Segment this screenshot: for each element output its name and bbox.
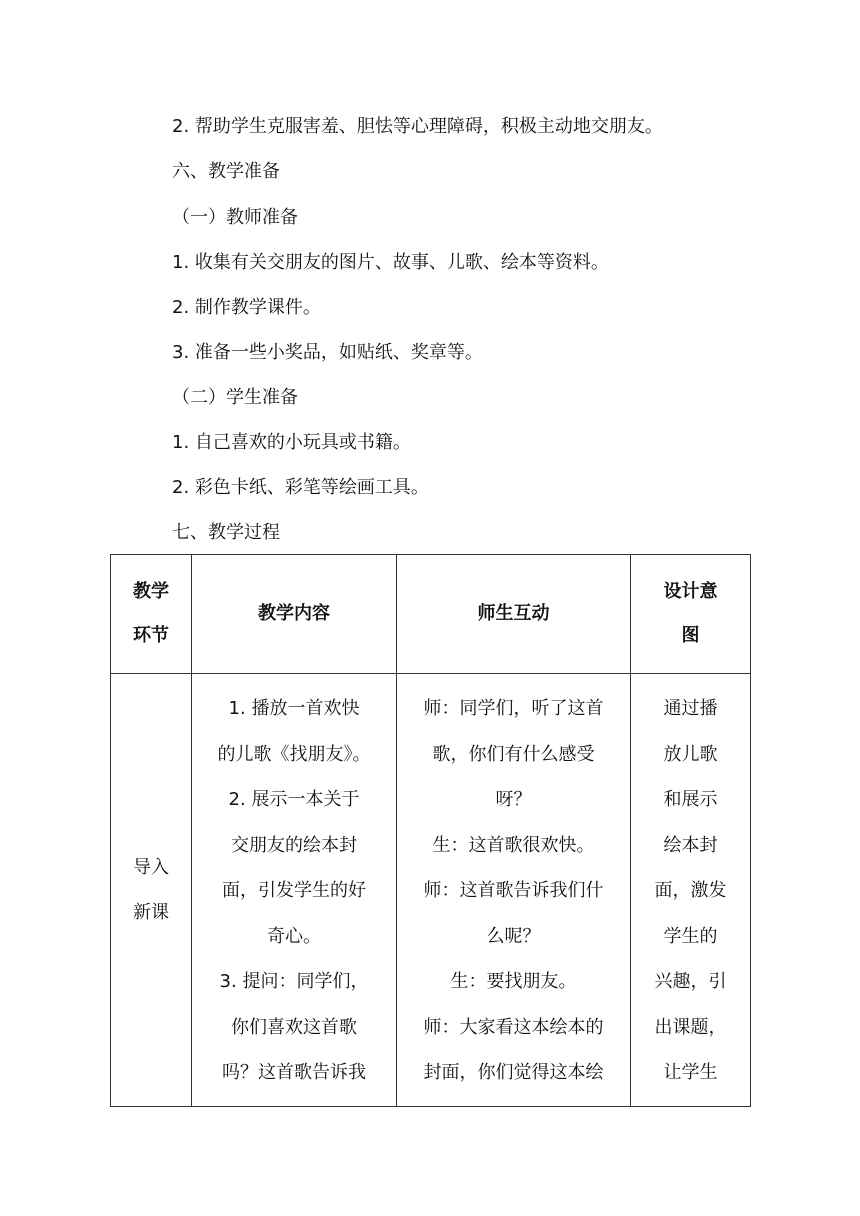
header-stage [111,555,192,674]
cell-content [192,674,397,1107]
intent-line: 和展示 [663,789,718,810]
header-intent-line: 图 [681,625,700,646]
interaction-line: 师：同学们，听了这首 [423,698,604,719]
header-intent [631,555,751,674]
subheading-teacher-preparation: （一）教师准备 [172,207,298,228]
interaction-line: 师：大家看这本绘本的 [423,1016,604,1038]
header-content-line: 教学内容 [258,603,330,624]
stage-line: 导入 [133,857,169,878]
intent-line: 学生的 [663,925,718,947]
content-line: 3. 提问：同学们， [219,971,369,992]
content-line: 交朋友的绘本封 [231,834,357,856]
paragraph-student-prep-1: 1. 自己喜欢的小玩具或书籍。 [172,432,411,453]
teaching-process-table [110,554,751,1107]
content-line: 2. 展示一本关于 [228,789,360,810]
header-stage-line: 教学 [133,581,169,602]
intent-line: 通过播 [663,698,718,719]
cell-interaction [397,674,631,1107]
content-line: 吗？这首歌告诉我 [222,1062,366,1083]
header-interaction-line: 师生互动 [477,603,550,624]
paragraph-goal-2: 2. 帮助学生克服害羞、胆怯等心理障碍，积极主动地交朋友。 [172,116,663,137]
header-content [192,555,397,674]
interaction-line: 师：这首歌告诉我们什 [423,880,604,901]
header-interaction [397,555,631,674]
table-row [111,674,751,1107]
paragraph-teacher-prep-3: 3. 准备一些小奖品，如贴纸、奖章等。 [172,342,483,363]
intent-line: 放儿歌 [663,743,718,765]
interaction-line: 生：这首歌很欢快。 [432,834,595,856]
paragraph-teacher-prep-1: 1. 收集有关交朋友的图片、故事、儿歌、绘本等资料。 [172,252,609,273]
intent-line: 让学生 [663,1062,718,1083]
interaction-line: 么呢？ [486,925,541,947]
content-line: 奇心。 [267,925,321,947]
interaction-line: 歌，你们有什么感受 [432,743,595,765]
intent-line: 兴趣，引 [654,971,727,992]
intent-line: 面，激发 [654,880,727,901]
table-header-row [111,555,751,674]
content-line: 面，引发学生的好 [222,880,366,901]
heading-teaching-preparation: 六、教学准备 [172,161,280,182]
header-intent-line: 设计意 [663,581,718,602]
subheading-student-preparation: （二）学生准备 [172,387,298,408]
content-line: 你们喜欢这首歌 [231,1016,357,1038]
interaction-line: 封面，你们觉得这本绘 [423,1062,604,1083]
intent-line: 出课题， [654,1016,727,1038]
content-line: 1. 播放一首欢快 [228,698,360,719]
paragraph-student-prep-2: 2. 彩色卡纸、彩笔等绘画工具。 [172,477,429,498]
stage-line: 新课 [133,902,169,923]
header-stage-line: 环节 [133,625,169,646]
paragraph-teacher-prep-2: 2. 制作教学课件。 [172,297,321,318]
cell-stage [111,674,192,1107]
interaction-line: 生：要找朋友。 [450,971,577,992]
cell-intent [631,674,751,1107]
heading-teaching-process: 七、教学过程 [172,522,280,543]
interaction-line: 呀？ [495,789,532,810]
content-line: 的儿歌《找朋友》。 [217,743,371,765]
intent-line: 绘本封 [663,834,718,856]
